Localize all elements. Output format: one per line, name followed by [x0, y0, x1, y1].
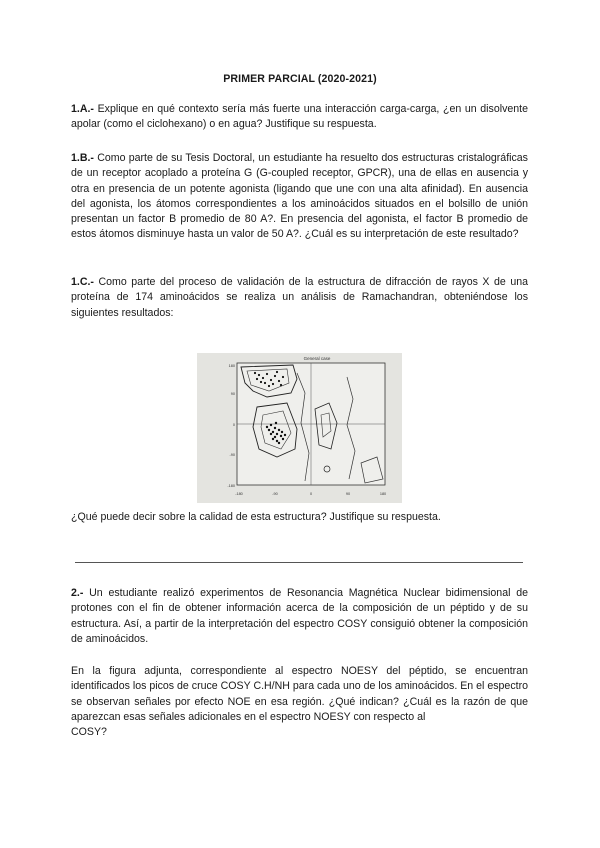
ramachandran-plot-image [197, 353, 402, 503]
question-1b [71, 151, 528, 243]
question-1a-label: 1.A.- [71, 103, 94, 115]
question-2-label: 2.- [71, 587, 84, 599]
question-1b-text: Como parte de su Tesis Doctoral, un estudiante ha resuelto dos estructuras cristalográficas de un receptor acoplado a proteína G (G-coupled receptor, GPCR), una de ellas en ausencia y otra en presencia de un potente agonista (ligando que une con una alta afinidad). En ausencia del agonista, los átomos correspondientes a los aminoácidos situados en el bolsillo de unión presentan un factor B promedio de 80 A?. En presencia del agonista, el factor B promedio de estos átomos disminuye hasta un valor de 50 A?. ¿Cuál es su interpretación de este resultado? [71, 152, 528, 241]
question-2-second-paragraph [71, 664, 528, 740]
plot-header-label: General case [303, 356, 331, 361]
plot-x-tick: 90 [345, 492, 351, 496]
plot-x-tick: -180 [235, 492, 243, 496]
question-1c-followup: ¿Qué puede decir sobre la calidad de esta estructura? Justifique su respuesta. [71, 511, 441, 523]
question-2-paragraph-end: COSY? [71, 726, 107, 739]
plot-x-tick: 0 [309, 492, 313, 496]
plot-y-tick: -90 [229, 453, 235, 457]
question-1c-text: Como parte del proceso de validación de la estructura de difracción de rayos X de una proteína de 174 aminoácidos se realiza un análisis de Ramachandran, obteniéndose los siguientes resultados: [71, 276, 528, 319]
plot-y-tick: 90 [230, 392, 235, 396]
question-1a-text: Explique en qué contexto sería más fuerte una interacción carga-carga, ¿en un disolvente apolar (como el ciclohexano) o en agua? Justifique su respuesta. [71, 103, 528, 131]
question-2 [71, 586, 528, 647]
question-1c-label: 1.C.- [71, 276, 94, 288]
plot-y-tick: 180 [228, 364, 235, 368]
page-title: PRIMER PARCIAL (2020-2021) [223, 73, 377, 85]
question-2-text: Un estudiante realizó experimentos de Resonancia Magnética Nuclear bidimensional de protones con el fin de obtener información acerca de la composición de un péptido y de su estructura. Así, a partir de la interpretación del espectro COSY consiguió obtener la composición de aminoácidos. [71, 587, 528, 645]
section-divider [75, 562, 523, 563]
question-1b-label: 1.B.- [71, 152, 94, 164]
plot-y-tick: -180 [227, 484, 235, 488]
question-1c [71, 275, 528, 321]
question-2-paragraph-text: En la figura adjunta, correspondiente al espectro NOESY del péptido, se encuentran identificados los picos de cruce COSY C.H/NH para cada uno de los aminoácidos. En el espectro se observan señales por efecto NOE en esa región. ¿Qué indican? ¿Cuál es la razón de que aparezcan esas señales adicionales en el espectro NOESY con respecto al [71, 665, 528, 723]
plot-x-tick: 180 [379, 492, 387, 496]
question-1a [71, 102, 528, 133]
plot-y-tick: 0 [232, 423, 235, 427]
plot-x-tick: -90 [272, 492, 278, 496]
